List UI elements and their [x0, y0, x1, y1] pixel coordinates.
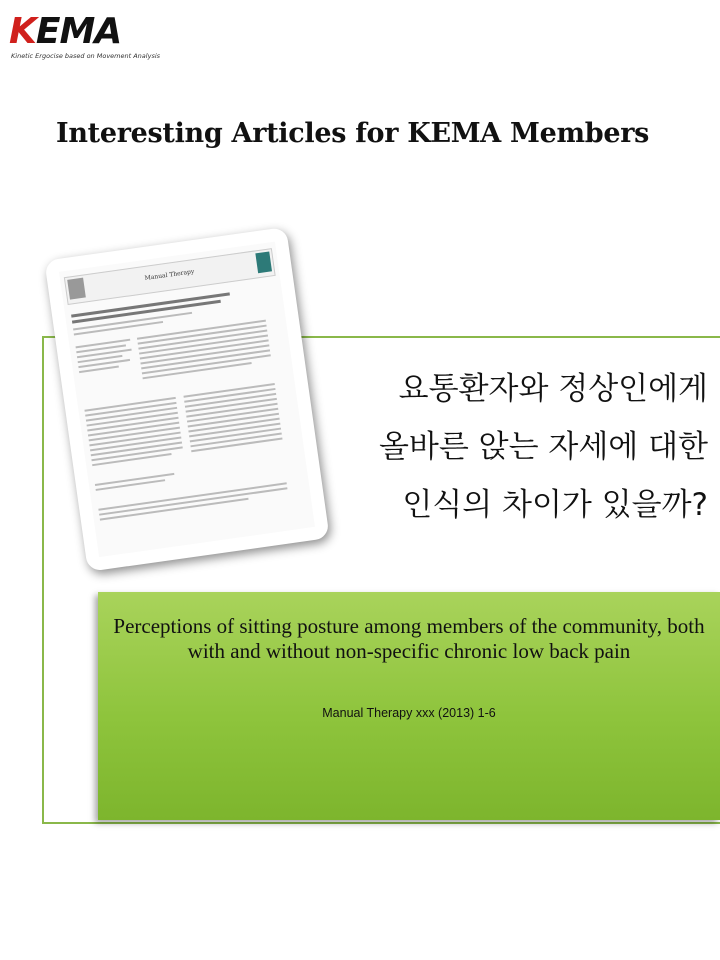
- thumbnail-journal-name: Manual Therapy: [144, 268, 195, 283]
- article-info-box: [98, 592, 720, 820]
- thumbnail-text-line: [99, 487, 287, 515]
- question-line-2: 올바른 앉는 자세에 대한: [378, 429, 708, 465]
- journal-cover-icon: [255, 251, 272, 273]
- question-line-1: 요통환자와 정상인에게: [398, 371, 708, 407]
- page-title: Interesting Articles for KEMA Members: [56, 118, 650, 149]
- question-line-3: 인식의 차이가 있을까?: [402, 487, 708, 523]
- thumbnail-journal-header: [64, 248, 276, 305]
- article-title: Perceptions of sitting posture among members of the community, both with and without non-specific chronic low back pain: [113, 614, 705, 663]
- article-page-image: [44, 227, 329, 572]
- article-citation: Manual Therapy xxx (2013) 1-6: [322, 706, 496, 720]
- article-thumbnail: [44, 226, 333, 558]
- korean-question: [308, 360, 708, 534]
- logo-tagline: Kinetic Ergocise based on Movement Analysis: [11, 52, 161, 60]
- thumbnail-text-line: [100, 498, 249, 521]
- kema-logo: [9, 11, 199, 60]
- logo-wordmark: KEMA: [9, 11, 122, 52]
